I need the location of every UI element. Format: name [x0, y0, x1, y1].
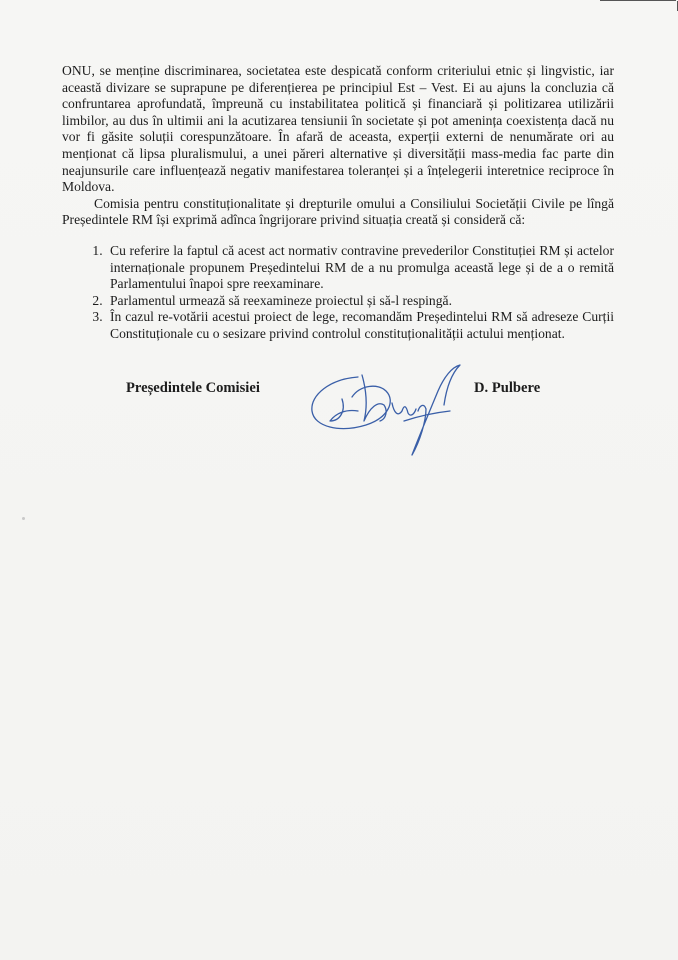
scan-edge-mark [600, 0, 676, 4]
signatory-title: Președintele Comisiei [126, 380, 260, 396]
paragraph-commission-statement: Comisia pentru constituționalitate și drepturile omului a Consiliului Societății Civile pe lîngă Președintele RM își exprimă adînca îngrijorare privind situația creată și consideră că: [62, 195, 614, 228]
handwritten-signature [300, 355, 470, 467]
list-item: 2. Parlamentul urmează să reexamineze proiectul și să-l respingă. [106, 293, 614, 310]
document-body [62, 63, 614, 343]
list-item: 3. În cazul re-votării acestui proiect de lege, recomandăm Președintelui RM să adreseze Curții Constituționale cu o sesizare privind controlul constituționalității actului menționat. [106, 309, 614, 342]
requests-list [62, 243, 614, 343]
signatory-name: D. Pulbere [474, 380, 541, 396]
scan-speck [22, 517, 25, 520]
paragraph-continuation: ONU, se menține discriminarea, societatea este despicată conform criteriului etnic și lingvistic, iar această divizare se suprapune pe diferențierea pe principiul Est – Vest. Ei au ajuns la concluzia că confruntarea aprofundată, împreună cu instabilitatea politică și financiară și politizarea utilizării limbilor, au dus în ultimii ani la acutizarea tensiunii în societate și pot amenința coexistența dacă nu vor fi găsite soluții corespunzătoare. În afară de aceasta, experții externi de nenumărate ori au menționat că lipsa pluralismului, a unei păreri alternative și diversității mass-media fac parte din neajunsurile care influențează negativ manifestarea toleranței și a înțelegerii interetnice reciproce în Moldova. [62, 63, 614, 195]
list-item: 1. Cu referire la faptul că acest act normativ contravine prevederilor Constituției RM și actelor internaționale propunem Președintelui RM de a nu promulga această lege și de a o remită Parlamentului înapoi spre reexaminare. [106, 243, 614, 293]
